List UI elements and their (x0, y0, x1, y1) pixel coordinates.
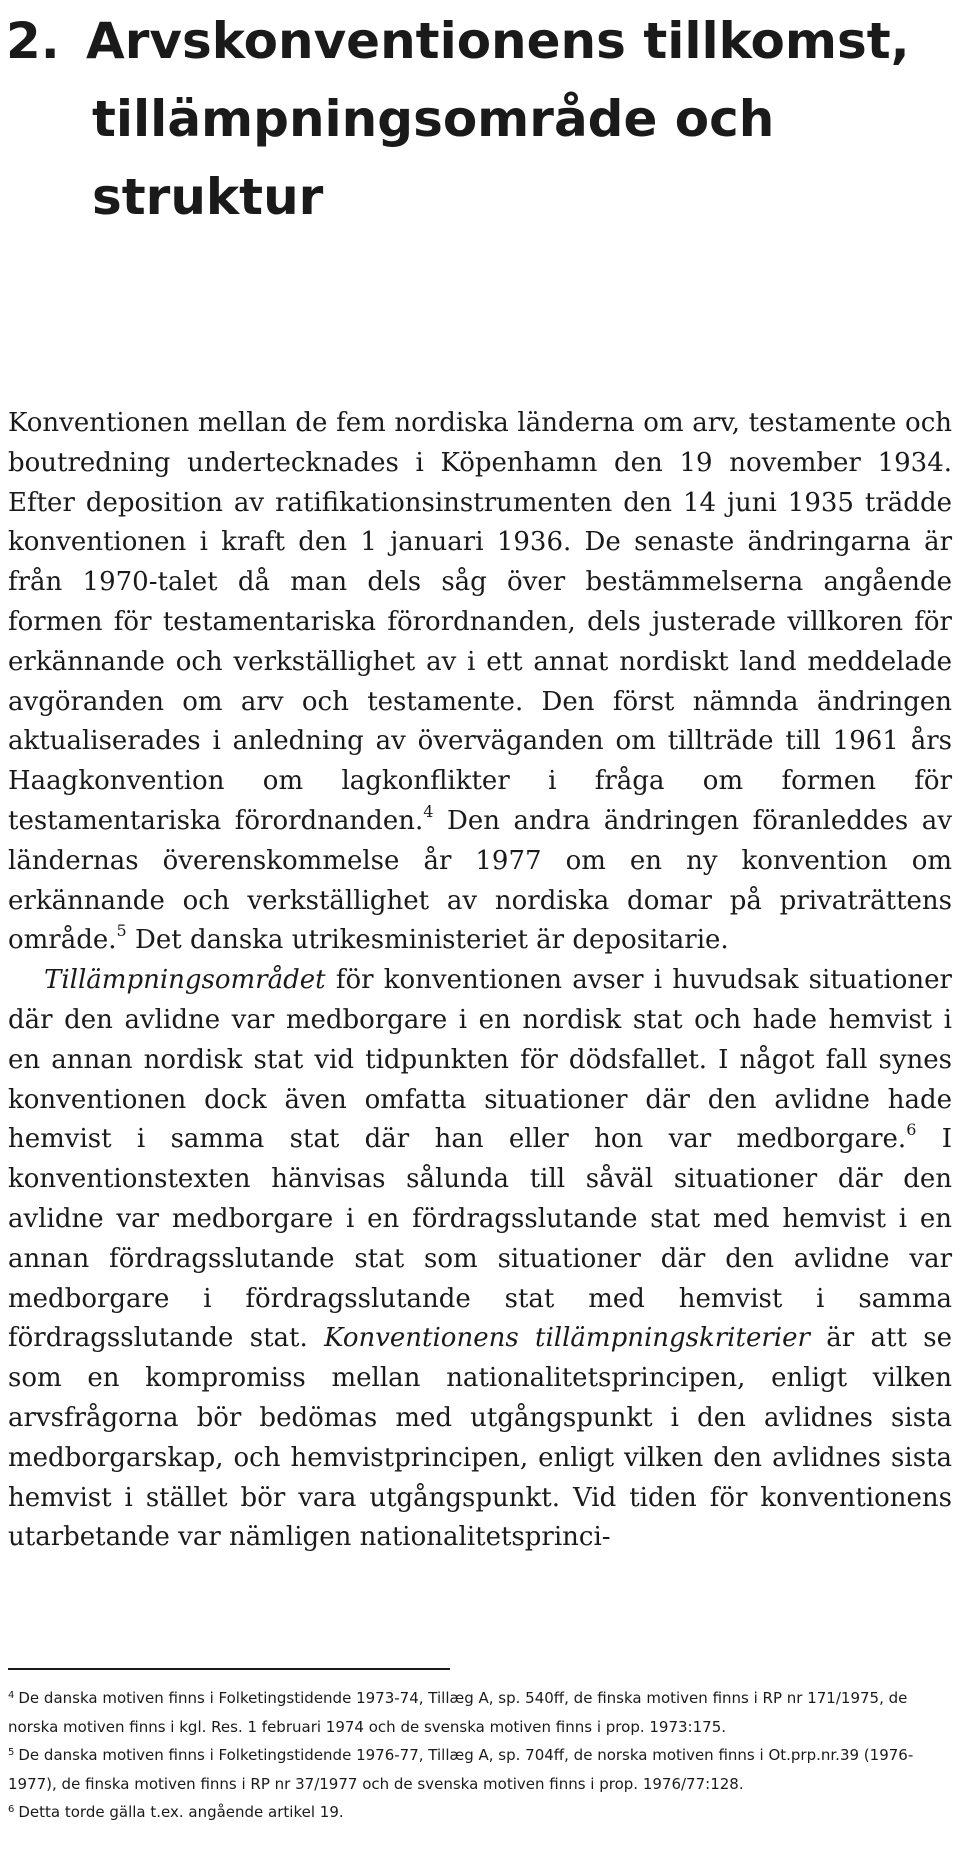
italic-term: Konventionens tillämpningskriterier (324, 1323, 810, 1354)
chapter-heading-line-1 (6, 2, 946, 80)
footnote-number: 4 (8, 1690, 15, 1701)
paragraph-text: Den andra ändringen föranleddes av ländernas överenskommelse år 1977 om en ny konvention om erkännande och verkställighet av nordiska domar på privaträttens område. (8, 805, 953, 956)
paragraph-text: Konventionen mellan de fem nordiska länderna om arv, testamente och boutredning undertecknades i Köpenhamn den 19 november 1934. Efter deposition av ratifikationsinstrumenten den 14 juni 1935 trädde konventionen i kraft den 1 januari 1936. De senaste ändringarna är från 1970-talet då man dels såg över bestämmelserna angående formen för testamentariska förordnanden, dels justerade villkoren för erkännande och verkställighet av i ett annat nordiskt land meddelade avgöranden om arv och testamente. Den först nämnda ändringen aktualiserades i anledning av överväganden om tillträde till 1961 års Haagkonvention om lagkonflikter i fråga om formen för testamentariska förordnanden. (8, 408, 952, 836)
chapter-title-line: Arvskonventionens tillkomst, (86, 12, 910, 70)
footnote-text: Detta torde gälla t.ex. angående artikel 19. (18, 1803, 344, 1821)
footnote-text: De danska motiven finns i Folketingstidende 1976-77, Tillæg A, sp. 704ff, de norska motiven finns i Ot.prp.nr.39 (1976-1977), de finska motiven finns i RP nr 37/1977 och de svenska motiven finns i prop. 1976/77:128. (8, 1746, 914, 1793)
footnote-number: 5 (8, 1747, 15, 1758)
footnote-ref-4[interactable]: 4 (423, 801, 434, 821)
paragraph-2 (8, 961, 952, 1558)
paragraph-text: I konventionstexten hänvisas sålunda till såväl situationer där den avlidne var medborgare i en fördragsslutande stat med hemvist i en annan fördragsslutande stat som situationer där den avlidne var medborgare i fördragsslutande stat med hemvist i samma fördragsslutande stat. (8, 1124, 952, 1354)
paragraph-text: Det danska utrikesministeriet är depositarie. (126, 925, 729, 956)
footnote-text: De danska motiven finns i Folketingstidende 1973-74, Tillæg A, sp. 540ff, de finska motiven finns i RP nr 171/1975, de norska motiven finns i kgl. Res. 1 februari 1974 och de svenska motiven finns i prop. 1973:175. (8, 1689, 908, 1736)
footnote-ref-5[interactable]: 5 (116, 921, 127, 941)
footnote-ref-6[interactable]: 6 (906, 1120, 917, 1140)
chapter-title-line: struktur (92, 168, 324, 226)
paragraph-text: för konventionen avser i huvudsak situationer där den avlidne var medborgare i en nordisk stat och hade hemvist i en annan nordisk stat vid tidpunkten för dödsfallet. I något fall synes konventionen dock även omfatta situationer där den avlidne hade hemvist i samma stat där han eller hon var medborgare. (8, 965, 952, 1155)
paragraph-1 (8, 404, 952, 961)
italic-term: Tillämpningsområdet (44, 965, 326, 996)
footnote (8, 1684, 952, 1741)
chapter-title-line: tillämpningsområde och (92, 90, 775, 148)
footnote (8, 1741, 952, 1798)
footnote (8, 1798, 952, 1827)
footnote-number: 6 (8, 1804, 15, 1815)
chapter-heading (6, 2, 946, 236)
footnotes (8, 1684, 952, 1827)
chapter-number: 2. (6, 12, 60, 70)
paragraph-text: är att se som en kompromiss mellan nationalitetsprincipen, enligt vilken arvsfrågorna bör bedömas med utgångspunkt i den avlidnes sista medborgarskap, och hemvistprincipen, enligt vilken den avlidnes sista hemvist i stället bör vara utgångspunkt. Vid tiden för konventionens utarbetande var nämligen nationalitetsprinci- (8, 1323, 952, 1553)
footnote-separator (8, 1668, 450, 1670)
body-text (8, 404, 952, 1558)
